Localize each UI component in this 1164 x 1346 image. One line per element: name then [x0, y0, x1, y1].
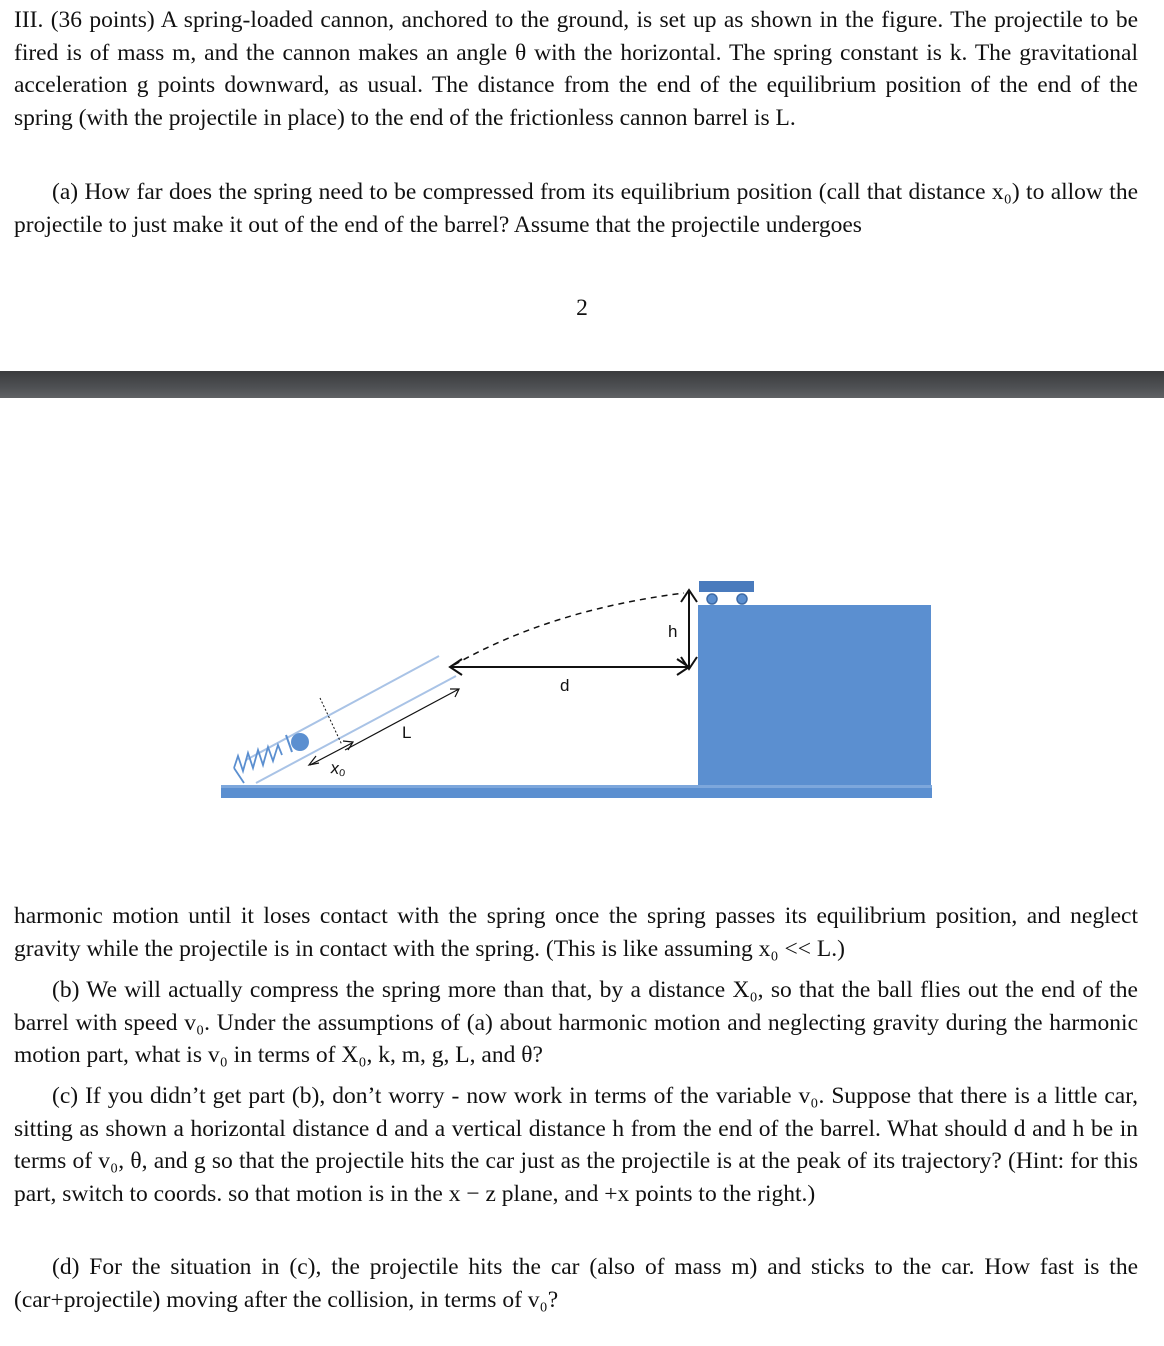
car-wheel: [707, 594, 717, 604]
trajectory-path: [454, 593, 684, 665]
projectile-ball: [291, 733, 309, 751]
part-a-text-top: (a) How far does the spring need to be compressed from its equilibrium position (call that distance x₀) to allow the projectile to just make it out of the end of the barrel? Assume that the projectile undergoes: [14, 179, 1138, 238]
part-c-text: (c) If you didn’t get part (b), don’t worry - now work in terms of the variable v₀. Suppose that there is a little car, sitting as shown a horizontal distance d and a vertical distance h from the end of the barrel. What should d and h be in terms of v₀, θ, and g so that the projectile hits the car just as the projectile is at the peak of its trajectory? (Hint: for this part, switch to coords. so that motion is in the x − z plane, and +x points to the right.): [14, 1083, 1138, 1207]
cannon-figure: [210, 575, 940, 810]
barrel-top: [246, 656, 439, 760]
spring: [234, 745, 282, 771]
part-a-text-bottom: harmonic motion until it loses contact with the spring once the spring passes its equilibrium position, and neglect gravity while the projectile is in contact with the spring. (This is like assuming x₀ << L.): [14, 903, 1138, 962]
page-number: 2: [576, 295, 588, 321]
problem-intro: III. (36 points) A spring-loaded cannon, anchored to the ground, is set up as shown in the figure. The projectile to be fired is of mass m, and the cannon makes an angle θ with the horizontal. The spring constant is k. The gravitational acceleration g points downward, as usual. The distance from the end of the equilibrium position of the end of the spring (with the projectile in place) to the end of the frictionless cannon barrel is L.: [14, 7, 1138, 131]
part-b-text: (b) We will actually compress the spring more than that, by a distance X₀, so that the ball flies out the end of the barrel with speed v₀. Under the assumptions of (a) about harmonic motion and neglecting gravity during the harmonic motion part, what is v₀ in terms of X₀, k, m, g, L, and θ?: [14, 977, 1138, 1069]
d-label: d: [560, 676, 570, 695]
car-wheel: [737, 594, 747, 604]
L-label: L: [402, 723, 412, 742]
h-label: h: [668, 622, 678, 641]
x0-label: x₀: [329, 758, 348, 780]
platform-block: [698, 605, 931, 785]
part-d-text: (d) For the situation in (c), the projectile hits the car (also of mass m) and sticks to the car. How fast is the (car+projectile) moving after the collision, in terms of v₀?: [14, 1254, 1138, 1313]
barrel-bottom: [256, 676, 456, 783]
page-separator: [0, 371, 1164, 398]
car-body: [699, 581, 754, 592]
